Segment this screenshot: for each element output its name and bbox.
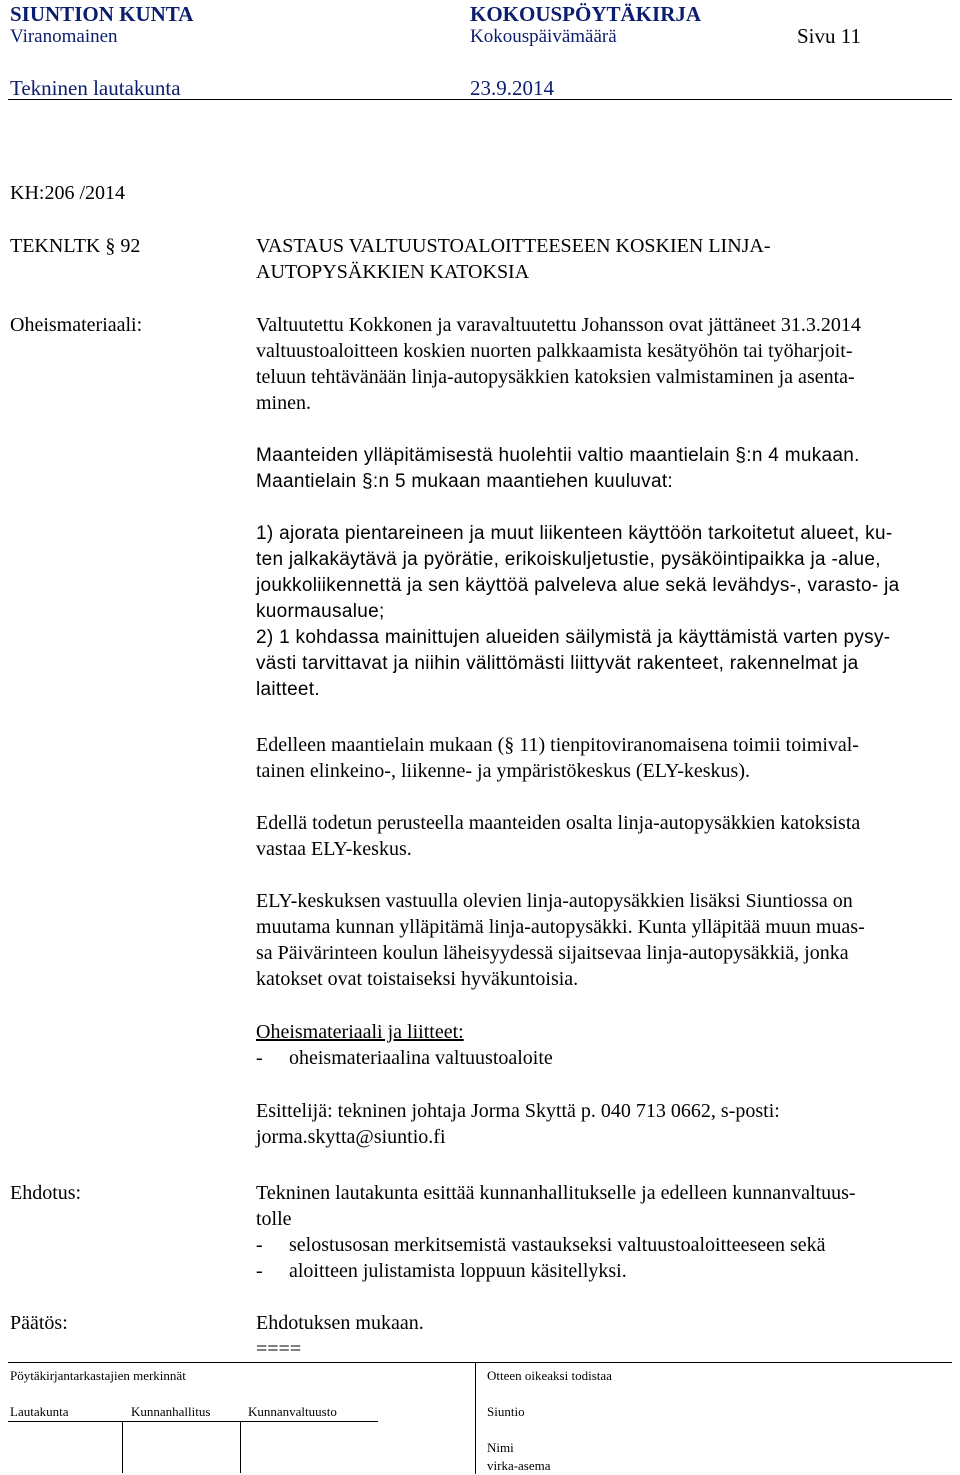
footer-col-board: Lautakunta [10,1404,69,1419]
footer-sign-line [8,1421,378,1422]
list-item [256,1045,946,1071]
proposal-item: aloitteen julistamista loppuun käsitellyksi. [289,1260,627,1282]
proposal-label: Ehdotus: [10,1182,82,1204]
org-name: SIUNTION KUNTA [10,2,194,26]
text-line: Ehdotuksen mukaan. [256,1312,424,1334]
footer-col-place: Siuntio [487,1404,525,1419]
proposal-item: selostusosan merkitsemistä vastaukseksi valtuustoaloitteeseen sekä [289,1234,826,1256]
case-ref: KH:206 /2014 [10,182,125,204]
text-line: Edellä todetun perusteella maanteiden osalta linja-autopysäkkien katoksista [256,812,861,834]
list-line: västi tarvittavat ja niihin välittömästi liittyvät rakenteet, rakennelmat ja [256,653,859,674]
text-line: Valtuutettu Kokkonen ja varavaltuutettu Johansson ovat jättäneet 31.3.2014 [256,314,861,336]
attachment-label: Oheismateriaali: [10,314,143,336]
dash-bullet: - [256,1234,263,1256]
page-number: Sivu 11 [797,24,861,48]
authority-label: Viranomainen [10,26,118,47]
law-list [256,521,946,703]
section-ref: TEKNLTK § 92 [10,235,141,257]
list-item [256,1258,946,1284]
footer-name-label: Nimi [487,1440,514,1455]
text-line: Maanteiden ylläpitämisestä huolehtii valtio maantielain §:n 4 mukaan. [256,445,860,466]
list-line: kuormausalue; [256,601,385,622]
text-line: ELY-keskuksen vastuulla olevien linja-autopysäkkien lisäksi Siuntiossa on [256,890,853,912]
text-line: tainen elinkeino-, liikenne- ja ympäristökeskus (ELY-keskus). [256,760,750,782]
paragraph-municipal-stops [256,888,946,992]
case-title-line2: AUTOPYSÄKKIEN KATOKSIA [256,261,530,283]
dash-bullet: - [256,1047,263,1069]
dash-bullet: - [256,1260,263,1282]
list-line: 2) 1 kohdassa mainittujen alueiden säilymistä ja käyttämistä varten pysy- [256,627,891,648]
case-title-line1: VASTAUS VALTUUSTOALOITTEESEEN KOSKIEN LINJA- [256,235,771,257]
attachments-heading: Oheismateriaali ja liitteet: [256,1021,464,1043]
text-line: Tekninen lautakunta esittää kunnanhallitukselle ja edelleen kunnanvaltuus- [256,1182,856,1204]
footer-divider-v1 [122,1421,123,1473]
text-line: tolle [256,1208,292,1230]
meeting-date: 23.9.2014 [470,76,554,100]
footer-col-council-board: Kunnanhallitus [131,1404,211,1419]
text-line: Maantielain §:n 5 mukaan maantiehen kuuluvat: [256,471,673,492]
footer-checkers-label: Pöytäkirjantarkastajien merkinnät [10,1368,186,1383]
footer-divider [8,1362,952,1363]
paragraph-ely-authority [256,732,946,784]
proposal-text [256,1180,946,1284]
text-line: Edelleen maantielain mukaan (§ 11) tienpitoviranomaisena toimii toimival- [256,734,859,756]
text-line: valtuustoaloitteen koskien nuorten palkkaamista kesätyöhön tai työharjoit- [256,340,853,362]
attachment-item: oheismateriaalina valtuustoaloite [289,1047,553,1069]
presenter [256,1098,946,1150]
list-line: laitteet. [256,679,320,700]
end-mark: ==== [256,1338,302,1360]
law-intro [256,443,946,495]
doc-type: KOKOUSPÖYTÄKIRJA [470,2,702,26]
list-line: 1) ajorata pientareineen ja muut liikenteen käyttöön tarkoitetut alueet, ku- [256,523,893,544]
header-divider [8,99,952,100]
paragraph-ely-responsible [256,810,946,862]
meeting-date-label: Kokouspäivämäärä [470,26,617,47]
footer-col-council: Kunnanvaltuusto [248,1404,337,1419]
footer-divider-v3 [475,1362,476,1474]
presenter-email: jorma.skytta@siuntio.fi [256,1126,446,1148]
text-line: teluun tehtävänään linja-autopysäkkien katoksien valmistaminen ja asenta- [256,366,855,388]
footer-divider-v2 [240,1421,241,1473]
text-line: katokset ovat toistaiseksi hyväkuntoisia. [256,968,579,990]
text-line: sa Päivärinteen koulun läheisyydessä sijaitsevaa linja-autopysäkkiä, jonka [256,942,849,964]
list-line: joukkoliikennettä ja sen käyttöä palveleva alue sekä levähdys-, varasto- ja [256,575,900,596]
list-item [256,1232,946,1258]
text-line: minen. [256,392,311,414]
text-line: vastaa ELY-keskus. [256,838,412,860]
attachments-section [256,1019,946,1071]
decision-label: Päätös: [10,1312,68,1334]
text-line: Esittelijä: tekninen johtaja Jorma Skyttä p. 040 713 0662, s-posti: [256,1100,780,1122]
list-line: ten jalkakäytävä ja pyörätie, erikoiskuljetustie, pysäköintipaikka ja -alue, [256,549,881,570]
authority-name: Tekninen lautakunta [10,76,181,100]
attachment-text [256,312,946,416]
decision-text [256,1310,946,1362]
text-line: muutama kunnan ylläpitämä linja-autopysäkki. Kunta ylläpitää muun muas- [256,916,865,938]
footer-certified-label: Otteen oikeaksi todistaa [487,1368,612,1383]
footer-position-label: virka-asema [487,1458,551,1473]
